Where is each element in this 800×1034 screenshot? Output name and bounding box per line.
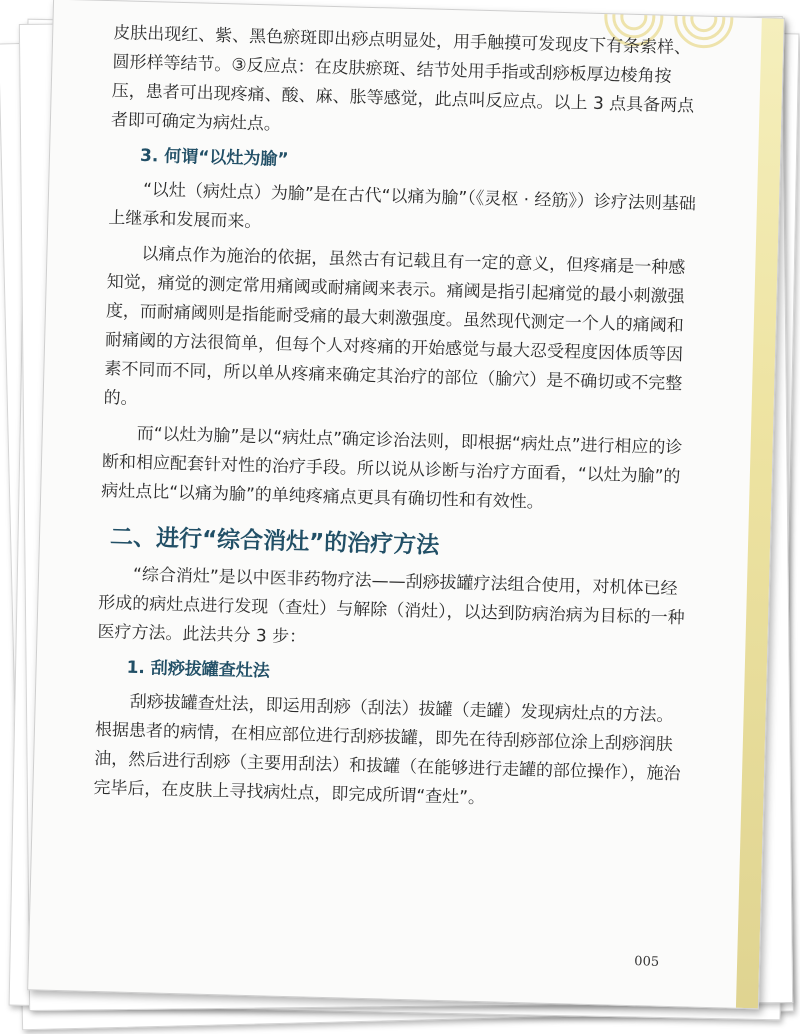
subheading: 1. 刮痧拔罐查灶法 (126, 657, 271, 682)
body-paragraph: 皮肤出现红、紫、黑色瘀斑即出痧点明显处，用手触摸可发现皮下有条索样、圆形样等结节。③反应点：在皮肤瘀斑、结节处用手指或刮痧板厚边棱角按压，患者可出现疼痛、酸、麻、胀等感觉，此点叫反应点。以上 3 点具备两点者即可确定为病灶点。 (110, 23, 695, 135)
page-number: 005 (634, 954, 660, 970)
page-content (93, 19, 703, 824)
body-paragraph: “以灶（病灶点）为腧”是在古代“以痛为腧”（《灵枢 · 经筋》）诊疗法则基础上继承和发展而来。 (108, 180, 697, 233)
body-paragraph: “综合消灶”是以中医非药物疗法——刮痧拔罐疗法组合使用，对机体已经形成的病灶点进行发现（查灶）与解除（消灶），以达到防病治病为目标的一种医疗方法。此法共分 3 步： (97, 564, 685, 648)
section-title: 二、进行“综合消灶”的治疗方法 (109, 524, 440, 559)
body-paragraph: 刮痧拔罐查灶法，即运用刮痧（刮法）拔罐（走罐）发现病灶点的方法。根据患者的病情，在相应部位进行刮痧拔罐，即先在待刮痧部位涂上刮痧润肤油，然后进行刮痧（主要用刮法）和拔罐（在能够进行走罐的部位操作），施治完毕后，在皮肤上寻找病灶点，即完成所谓“查灶”。 (93, 691, 681, 809)
body-paragraph: 而“以灶为腧”是以“病灶点”确定诊治法则，即根据“病灶点”进行相应的诊断和相应配套针对性的治疗手段。所以说从诊断与治疗方面看，“以灶为腧”的病灶点比“以痛为腧”的单纯疼痛点更具有确切性和有效性。 (100, 423, 683, 513)
book-page (27, 0, 785, 1009)
subheading: 3. 何谓“以灶为腧” (139, 145, 289, 170)
body-paragraph: 以痛点作为施治的依据，虽然古有记载且有一定的意义，但疼痛是一种感知觉，痛觉的测定常用痛阈或耐痛阈来表示。痛阈是指引起痛觉的最小刺激强度，而耐痛阈则是指能耐受痛的最大刺激强度。虽然现代测定一个人的痛阈和耐痛阈的方法很简单，但每个人对疼痛的开始感觉与最大忍受程度因体质等因素不同而不同，所以单从疼痛来确定其治疗的部位（腧穴）是不确切或不完整的。 (103, 243, 686, 409)
